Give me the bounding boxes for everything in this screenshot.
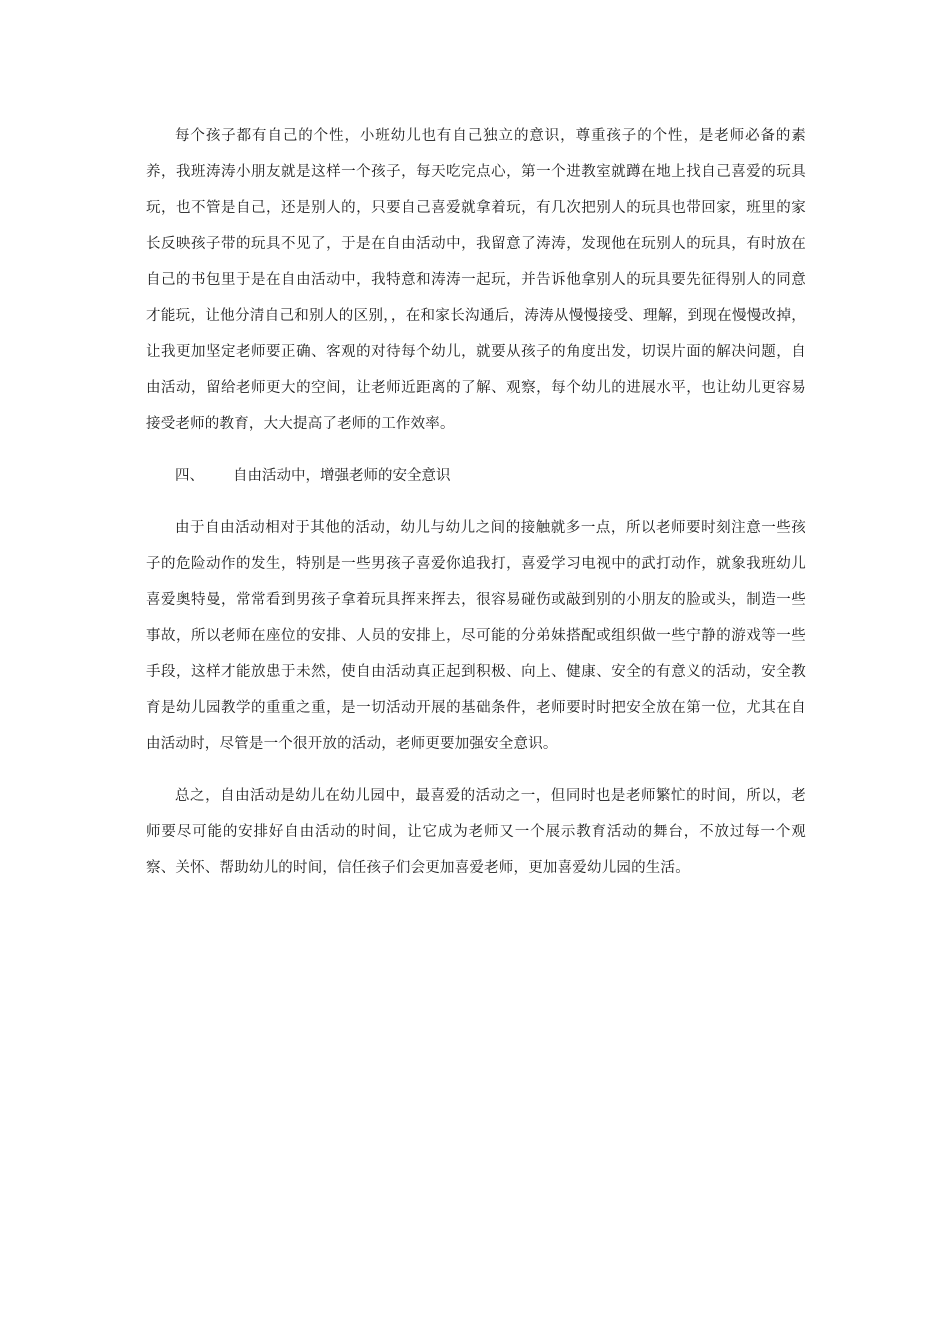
- paragraph-gap: [146, 494, 806, 510]
- paragraph-safety: 由于自由活动相对于其他的活动，幼儿与幼儿之间的接触就多一点，所以老师要时刻注意一些孩子的危险动作的发生，特别是一些男孩子喜爱你追我打，喜爱学习电视中的武打动作，就象我班幼儿喜爱奥特曼，常常看到男孩子拿着玩具挥来挥去，很容易碰伤或敲到别的小朋友的脸或头，制造一些事故，所以老师在座位的安排、人员的安排上，尽可能的分弟妹搭配或组织做一些宁静的游戏等一些手段，这样才能放患于未然，使自由活动真正起到积极、向上、健康、安全的有意义的活动，安全教育是幼儿园教学的重重之重，是一切活动开展的基础条件，老师要时时把安全放在第一位，尤其在自由活动时，尽管是一个很开放的活动，老师更要加强安全意识。: [146, 520, 806, 752]
- section-title: 自由活动中，增强老师的安全意识: [233, 468, 451, 484]
- paragraph-conclusion: 总之，自由活动是幼儿在幼儿园中，最喜爱的活动之一，但同时也是老师繁忙的时间，所以，老师要尽可能的安排好自由活动的时间，让它成为老师又一个展示教育活动的舞台，不放过每一个观察、关怀、帮助幼儿的时间，信任孩子们会更加喜爱老师，更加喜爱幼儿园的生活。: [146, 788, 806, 876]
- document-page: [146, 118, 806, 886]
- paragraph-individuality: 每个孩子都有自己的个性，小班幼儿也有自己独立的意识，尊重孩子的个性，是老师必备的素养，我班涛涛小朋友就是这样一个孩子，每天吃完点心，第一个进教室就蹲在地上找自己喜爱的玩具玩，也不管是自己，还是别人的，只要自己喜爱就拿着玩，有几次把别人的玩具也带回家，班里的家长反映孩子带的玩具不见了，于是在自由活动中，我留意了涛涛，发现他在玩别人的玩具，有时放在自己的书包里于是在自由活动中，我特意和涛涛一起玩，并告诉他拿别人的玩具要先征得别人的同意才能玩，让他分清自己和别人的区别，，在和家长沟通后，涛涛从慢慢接受、理解，到现在慢慢改掉，让我更加坚定老师要正确、客观的对待每个幼儿，就要从孩子的角度出发，切误片面的解决问题，自由活动，留给老师更大的空间，让老师近距离的了解、观察，每个幼儿的进展水平，也让幼儿更容易接受老师的教育，大大提高了老师的工作效率。: [146, 128, 806, 432]
- section-number: 四、: [175, 468, 204, 484]
- paragraph-gap: [146, 442, 806, 458]
- section-heading-four: [146, 458, 806, 494]
- paragraph-gap: [146, 762, 806, 778]
